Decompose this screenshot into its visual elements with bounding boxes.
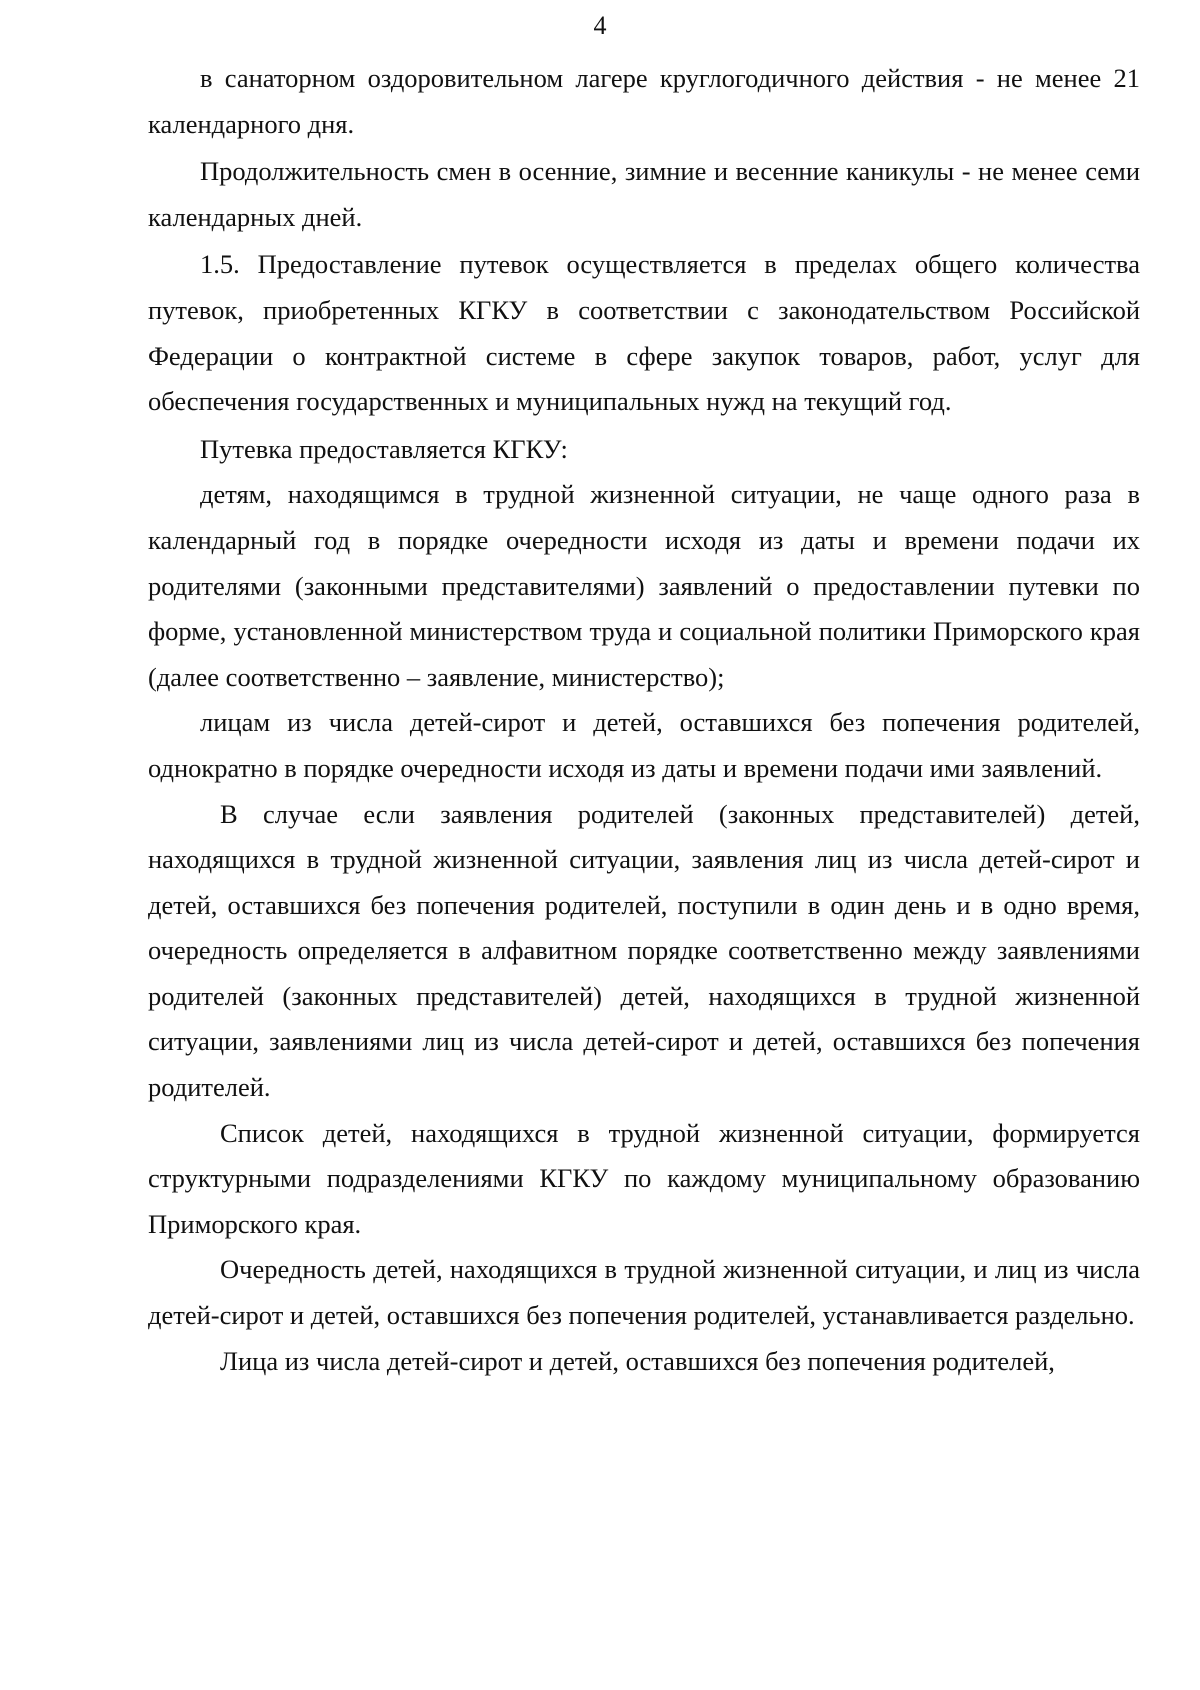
paragraph-1-5: 1.5. Предоставление путевок осуществляется в пределах общего количества путевок, приобретенных КГКУ в соответствии с законодательством Российской Федерации о контрактной системе в сфере закупок товаров, работ, услуг для обеспечения государственных и муниципальных нужд на текущий год. (148, 249, 1140, 417)
paragraph-queue-separate: Очередность детей, находящихся в трудной жизненной ситуации, и лиц из числа детей-сирот и детей, оставшихся без попечения родителей, устанавливается раздельно. (148, 1254, 1140, 1331)
paragraph-children-list: Список детей, находящихся в трудной жизненной ситуации, формируется структурными подразделениями КГКУ по каждому муниципальному образованию Приморского края. (148, 1117, 1140, 1239)
paragraph-voucher-provided: Путевка предоставляется КГКУ: (200, 433, 568, 464)
paragraph-orphans: лицам из числа детей-сирот и детей, оставшихся без попечения родителей, однократно в порядке очередности исходя из даты и времени подачи ими заявлений. (148, 707, 1140, 783)
paragraph-same-day-applications: В случае если заявления родителей (законных представителей) детей, находящихся в трудной жизненной ситуации, заявления лиц из числа детей-сирот и детей, оставшихся без попечения родителей, поступили в один день и в одно время, очередность определяется в алфавитном порядке соответственно между заявлениями родителей (законных представителей) детей, находящихся в трудной жизненной ситуации, заявлениями лиц из числа детей-сирот и детей, оставшихся без попечения родителей. (148, 798, 1140, 1103)
paragraph-camp-duration: в санаторном оздоровительном лагере круглогодичного действия - не менее 21 календарного дня. (148, 63, 1140, 139)
paragraph-children-hardship: детям, находящимся в трудной жизненной ситуации, не чаще одного раза в календарный год в порядке очередности исходя из даты и времени подачи их родителями (законными представителями) заявлений о предоставлении путевки по форме, установленной министерством труда и социальной политики Приморского края (далее соответственно – заявление, министерство); (148, 479, 1140, 692)
page-number: 4 (593, 11, 607, 40)
paragraph-holiday-shifts: Продолжительность смен в осенние, зимние и весенние каникулы - не менее семи календарных дней. (148, 156, 1140, 232)
paragraph-orphans-continued: Лица из числа детей-сирот и детей, оставшихся без попечения родителей, (220, 1345, 1055, 1376)
document-body (148, 56, 1140, 1384)
